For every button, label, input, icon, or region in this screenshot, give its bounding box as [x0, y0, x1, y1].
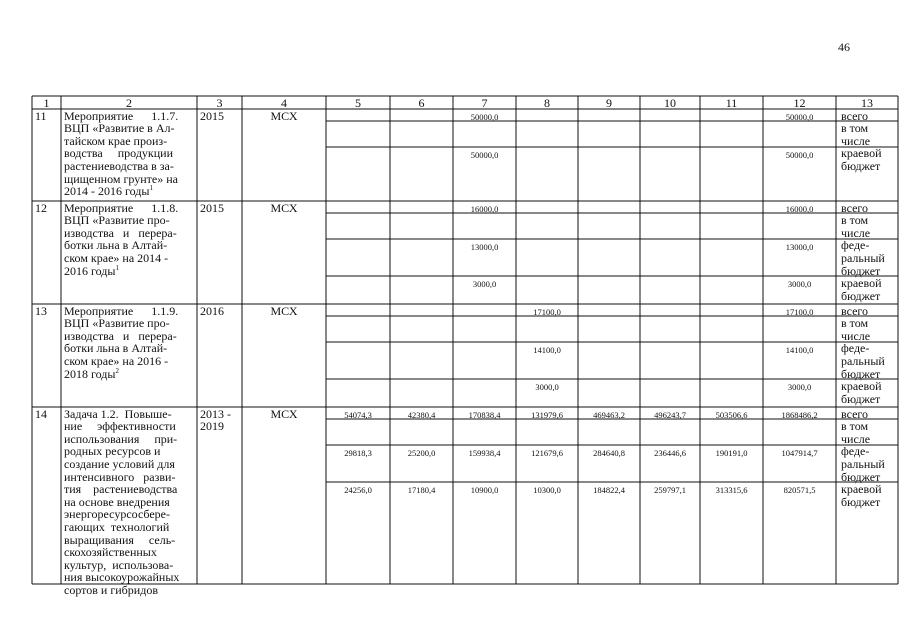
row-number: 13 — [35, 303, 47, 318]
value-cell: 42380,4 — [407, 410, 436, 420]
description-line: Задача 1.2. Повыше- — [64, 406, 172, 421]
year-cell: 2013 - — [200, 406, 231, 421]
funding-source-line: феде- — [841, 341, 870, 356]
value-cell: 14100,0 — [533, 345, 561, 355]
funding-source-line: феде- — [841, 444, 870, 459]
funding-source-line: всего — [841, 406, 869, 421]
page-number: 46 — [838, 40, 850, 54]
column-header: 1 — [43, 95, 50, 110]
value-cell: 13000,0 — [785, 242, 814, 252]
column-header: 7 — [481, 95, 488, 110]
funding-source-line: в том — [841, 316, 869, 331]
description-line: тия растениеводства — [64, 482, 178, 497]
value-cell: 10300,0 — [533, 485, 561, 495]
description-line: ВЦП «Развитие про- — [64, 213, 170, 228]
description-line: 2014 - 2016 годы$^1$ — [64, 184, 153, 199]
column-header: 11 — [725, 95, 738, 110]
description-line: скохозяйственных — [64, 545, 157, 560]
description-line: ском крае» на 2016 - — [64, 353, 169, 368]
value-cell: 503506,6 — [715, 410, 748, 420]
value-cell: 131979,6 — [531, 410, 563, 420]
description-line: ботки льна в Алтай- — [64, 341, 168, 356]
description-line: ском крае» на 2014 - — [64, 250, 169, 265]
funding-source-line: краевой — [841, 482, 882, 497]
year-cell: 2016 — [200, 303, 224, 318]
description-line: на основе внедрения — [64, 494, 170, 509]
value-cell: 3000,0 — [535, 382, 559, 392]
value-cell: 184822,4 — [593, 485, 625, 495]
description-line: выращивания сель- — [64, 532, 176, 547]
description-line: создание условий для — [64, 456, 175, 471]
funding-source-line: ральный — [841, 353, 885, 368]
column-header: 3 — [216, 95, 223, 110]
value-cell: 3000,0 — [787, 279, 812, 289]
value-cell: 50000,0 — [470, 150, 499, 160]
funding-source-line: бюджет — [841, 391, 881, 406]
column-header: 5 — [355, 95, 361, 110]
value-cell: 3000,0 — [787, 382, 812, 392]
funding-source-line: ральный — [841, 456, 885, 471]
funding-source-line: числе — [841, 328, 871, 343]
description-line: растениеводства в за- — [64, 158, 174, 173]
row-number: 14 — [35, 406, 47, 421]
value-cell: 190191,0 — [715, 448, 748, 458]
value-cell: 50000,0 — [470, 112, 499, 122]
value-cell: 1868486,2 — [781, 410, 818, 420]
funding-source-line: числе — [841, 431, 871, 446]
description-line: сортов и гибридов — [64, 582, 158, 597]
column-header: 2 — [126, 95, 132, 110]
value-cell: 259797,1 — [654, 485, 686, 495]
value-cell: 17180,4 — [407, 485, 436, 495]
value-cell: 10900,0 — [470, 485, 499, 495]
value-cell: 313315,6 — [715, 485, 748, 495]
funding-source-line: бюджет — [841, 469, 881, 484]
footnote-mark: 1 — [149, 184, 153, 193]
description-line: гающих технологий — [64, 519, 170, 534]
value-cell: 820571,5 — [783, 485, 816, 495]
description-line: энергоресурсосбере- — [64, 507, 171, 522]
description-line: Мероприятие 1.1.8. — [64, 200, 179, 215]
value-cell: 29818,3 — [344, 448, 372, 458]
description-line: Мероприятие 1.1.7. — [64, 108, 179, 123]
value-cell: 121679,6 — [531, 448, 563, 458]
value-cell: 159938,4 — [468, 448, 501, 458]
column-header: 12 — [793, 95, 806, 110]
funding-source-line: краевой — [841, 146, 882, 161]
description-line: культур, использова- — [64, 557, 174, 572]
executor-cell: МСХ — [270, 200, 298, 215]
column-header: 4 — [281, 95, 287, 110]
funding-source-line: бюджет — [841, 288, 881, 303]
description-line: изводства и перера- — [64, 328, 177, 343]
value-cell: 284640,8 — [593, 448, 625, 458]
description-line: ВЦП «Развитие про- — [64, 316, 170, 331]
value-cell: 1047914,7 — [781, 448, 818, 458]
funding-source-line: в том — [841, 121, 869, 136]
year-cell: 2015 — [200, 200, 224, 215]
value-cell: 17100,0 — [785, 307, 814, 317]
value-cell: 16000,0 — [470, 204, 499, 214]
value-cell: 236446,6 — [654, 448, 686, 458]
footnote-mark: 2 — [115, 366, 119, 375]
column-header: 8 — [544, 95, 550, 110]
funding-source-line: в том — [841, 419, 869, 434]
funding-source-line: бюджет — [841, 158, 881, 173]
funding-source-line: числе — [841, 225, 871, 240]
value-cell: 54074,3 — [344, 410, 372, 420]
description-line: тайском крае произ- — [64, 133, 168, 148]
column-header: 13 — [861, 95, 873, 110]
year-cell: 2019 — [200, 419, 224, 434]
value-cell: 50000,0 — [785, 112, 814, 122]
funding-source-line: в том — [841, 213, 869, 228]
description-line: интенсивного разви- — [64, 469, 176, 484]
description-line: 2018 годы$^2$ — [64, 366, 119, 381]
value-cell: 14100,0 — [785, 345, 814, 355]
funding-source-line: бюджет — [841, 366, 881, 381]
column-header: 10 — [664, 95, 676, 110]
footnote-mark: 1 — [115, 263, 119, 272]
funding-source-line: ральный — [841, 250, 885, 265]
value-cell: 16000,0 — [785, 204, 814, 214]
value-cell: 17100,0 — [533, 307, 561, 317]
description-line: изводства и перера- — [64, 225, 177, 240]
year-cell: 2015 — [200, 108, 224, 123]
value-cell: 50000,0 — [785, 150, 814, 160]
value-cell: 3000,0 — [472, 279, 497, 289]
funding-source-line: бюджет — [841, 494, 881, 509]
description-line: ния высокоурожайных — [64, 570, 180, 585]
description-line: родных ресурсов и — [64, 444, 161, 459]
value-cell: 496243,7 — [654, 410, 686, 420]
funding-source-line: краевой — [841, 276, 882, 291]
description-line: щищенном грунте» на — [64, 171, 178, 186]
description-line: ВЦП «Развитие в Ал- — [64, 121, 175, 136]
description-line: водства продукции — [64, 146, 174, 161]
description-line: использования при- — [64, 431, 178, 446]
value-cell: 170838,4 — [468, 410, 501, 420]
row-number: 11 — [35, 108, 47, 123]
description-line: ботки льна в Алтай- — [64, 238, 168, 253]
funding-source-line: бюджет — [841, 263, 881, 278]
description-line: ние эффективности — [64, 419, 176, 434]
executor-cell: МСХ — [270, 108, 298, 123]
column-header: 6 — [418, 95, 425, 110]
value-cell: 13000,0 — [470, 242, 499, 252]
description-line: 2016 годы$^1$ — [64, 263, 119, 278]
row-number: 12 — [35, 200, 47, 215]
value-cell: 469463,2 — [593, 410, 625, 420]
funding-source-line: всего — [841, 200, 869, 215]
funding-source-line: всего — [841, 303, 869, 318]
funding-source-line: всего — [841, 108, 869, 123]
executor-cell: МСХ — [270, 303, 298, 318]
executor-cell: МСХ — [270, 406, 298, 421]
description-line: Мероприятие 1.1.9. — [64, 303, 179, 318]
value-cell: 24256,0 — [344, 485, 372, 495]
column-header: 9 — [606, 95, 612, 110]
funding-source-line: феде- — [841, 238, 870, 253]
funding-source-line: краевой — [841, 379, 882, 394]
value-cell: 25200,0 — [407, 448, 436, 458]
funding-source-line: числе — [841, 133, 871, 148]
